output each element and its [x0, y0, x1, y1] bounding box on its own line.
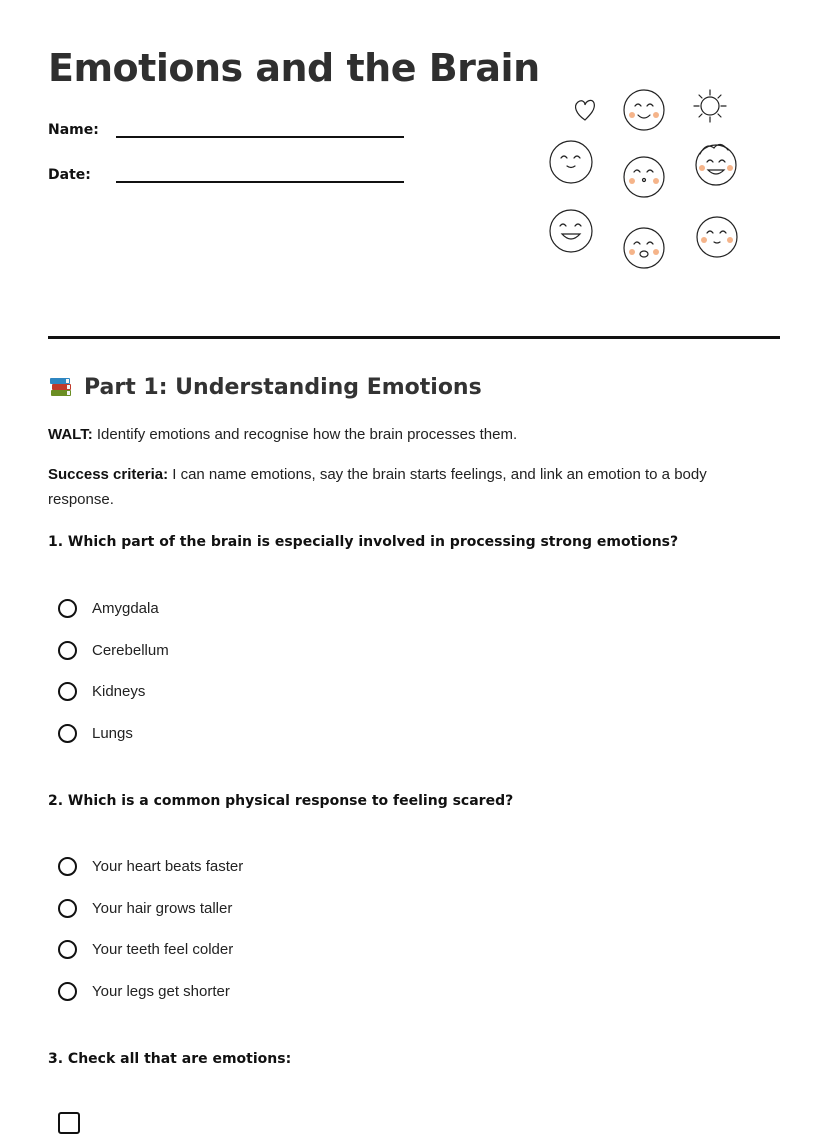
radio-button[interactable]	[58, 724, 77, 743]
option-label: Your heart beats faster	[92, 857, 244, 875]
option-label: Your hair grows taller	[92, 899, 233, 917]
sun-icon	[694, 90, 726, 122]
walt-label: WALT:	[48, 426, 93, 443]
option-label: Your legs get shorter	[92, 982, 230, 1000]
question-3: 3. Check all that are emotions:	[48, 1051, 292, 1067]
part-1-title: Part 1: Understanding Emotions	[84, 374, 482, 400]
walt-statement	[48, 422, 748, 447]
radio-button[interactable]	[58, 899, 77, 918]
happy-face-icon	[624, 90, 664, 130]
emotion-faces-illustration	[540, 82, 750, 272]
heart-icon	[576, 100, 595, 120]
success-criteria	[48, 462, 748, 512]
option-label: Your teeth feel colder	[92, 940, 234, 958]
name-field	[48, 118, 404, 138]
grinning-face-icon	[550, 210, 592, 252]
radio-button[interactable]	[58, 857, 77, 876]
smiling-face-icon	[550, 141, 592, 183]
success-text: I can name emotions, say the brain starts feelings, and link an emotion to a body response.	[48, 466, 707, 508]
date-line-input[interactable]	[116, 163, 404, 183]
surprised-face-icon	[624, 228, 664, 268]
q2-option-hair-taller[interactable]	[58, 896, 232, 920]
name-label: Name:	[48, 122, 99, 138]
radio-button[interactable]	[58, 982, 77, 1001]
date-field	[48, 163, 404, 183]
question-1: 1. Which part of the brain is especially involved in processing strong emotions?	[48, 534, 679, 550]
success-label: Success criteria:	[48, 466, 169, 483]
worksheet-title: Emotions and the Brain	[48, 46, 540, 90]
name-line-input[interactable]	[116, 118, 404, 138]
option-label: Amygdala	[92, 599, 159, 617]
q2-option-heart-faster[interactable]	[58, 854, 243, 878]
date-label: Date:	[48, 167, 91, 183]
q1-option-kidneys[interactable]	[58, 679, 145, 703]
q2-option-legs-shorter[interactable]	[58, 979, 230, 1003]
q1-option-cerebellum[interactable]	[58, 638, 169, 662]
calm-face-icon	[624, 157, 664, 197]
section-divider	[48, 336, 780, 339]
part-1-heading	[48, 374, 482, 400]
radio-button[interactable]	[58, 599, 77, 618]
radio-button[interactable]	[58, 682, 77, 701]
question-2: 2. Which is a common physical response to feeling scared?	[48, 793, 514, 809]
option-label: Lungs	[92, 724, 133, 742]
laughing-face-icon	[696, 144, 736, 185]
q3-checkbox[interactable]	[58, 1112, 80, 1134]
q1-option-amygdala[interactable]	[58, 596, 159, 620]
walt-text: Identify emotions and recognise how the brain processes them.	[92, 426, 518, 443]
q1-option-lungs[interactable]	[58, 721, 133, 745]
radio-button[interactable]	[58, 940, 77, 959]
option-label: Kidneys	[92, 682, 146, 700]
q2-option-teeth-colder[interactable]	[58, 937, 233, 961]
books-icon	[48, 374, 74, 400]
option-label: Cerebellum	[92, 641, 169, 659]
content-face-icon	[697, 217, 737, 257]
radio-button[interactable]	[58, 641, 77, 660]
